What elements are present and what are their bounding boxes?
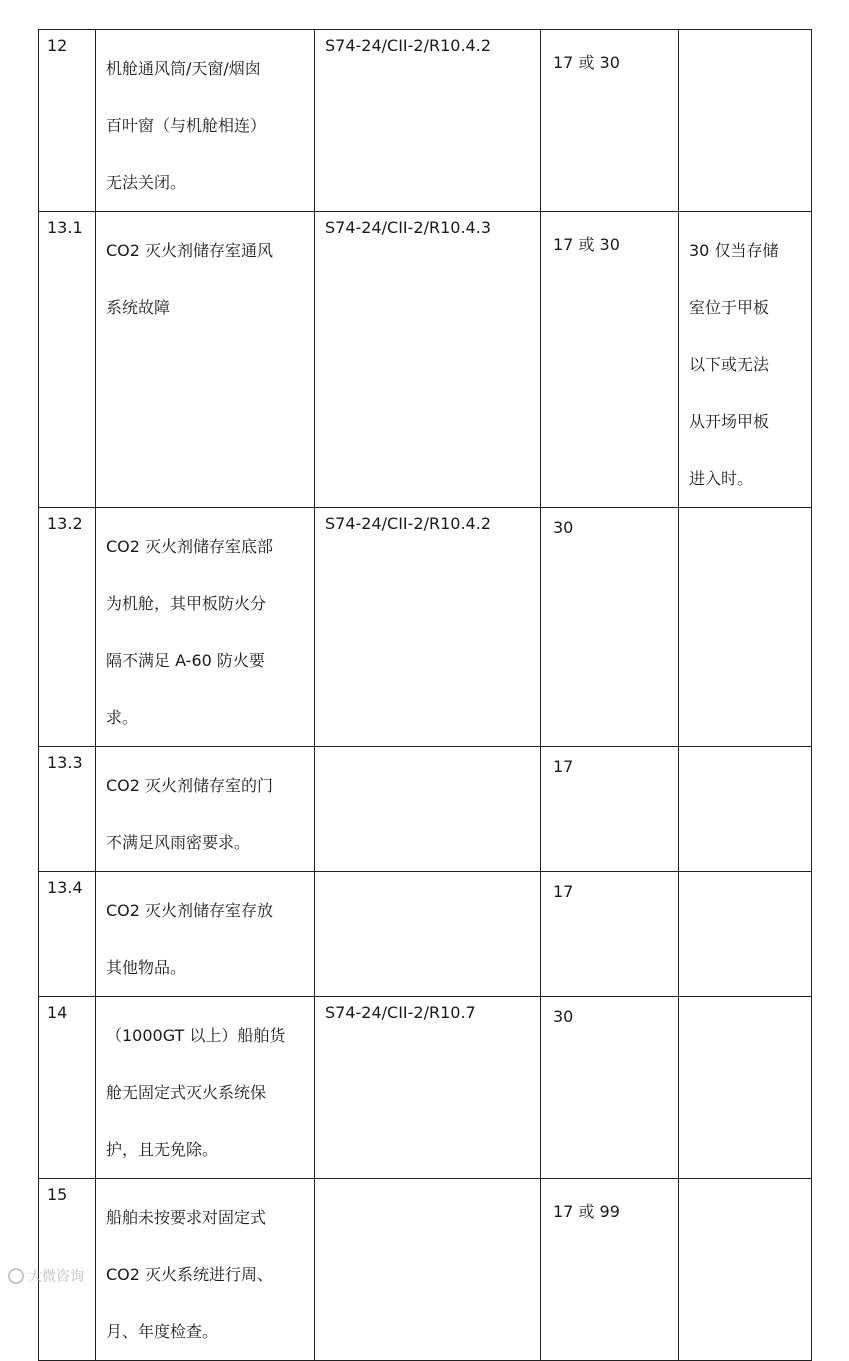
row-note xyxy=(679,1179,812,1361)
watermark-logo-icon xyxy=(8,1268,24,1284)
row-number: 13.2 xyxy=(39,508,96,747)
watermark xyxy=(8,1266,84,1286)
row-note xyxy=(679,30,812,212)
table-row xyxy=(39,30,812,212)
row-code: 17 或 30 xyxy=(541,30,679,212)
row-number: 13.4 xyxy=(39,872,96,997)
row-note: 30 仅当存储 室位于甲板 以下或无法 从开场甲板 进入时。 xyxy=(679,212,812,508)
row-code: 30 xyxy=(541,997,679,1179)
row-reference: S74-24/CII-2/R10.4.2 xyxy=(315,508,541,747)
row-description: 船舶未按要求对固定式 CO2 灭火系统进行周、 月、年度检查。 xyxy=(96,1179,315,1361)
row-number: 15 xyxy=(39,1179,96,1361)
table-row xyxy=(39,212,812,508)
row-reference xyxy=(315,747,541,872)
table-row xyxy=(39,997,812,1179)
inspection-table xyxy=(38,29,812,1361)
table-row xyxy=(39,872,812,997)
row-number: 14 xyxy=(39,997,96,1179)
row-note xyxy=(679,872,812,997)
table-row xyxy=(39,747,812,872)
row-description: （1000GT 以上）船舶货 舱无固定式灭火系统保 护，且无免除。 xyxy=(96,997,315,1179)
row-note xyxy=(679,508,812,747)
row-reference xyxy=(315,872,541,997)
row-code: 17 或 99 xyxy=(541,1179,679,1361)
row-code: 17 xyxy=(541,872,679,997)
row-description: CO2 灭火剂储存室的门 不满足风雨密要求。 xyxy=(96,747,315,872)
table-row xyxy=(39,1179,812,1361)
watermark-text: 大微咨询 xyxy=(28,1269,84,1285)
row-code: 17 或 30 xyxy=(541,212,679,508)
row-note xyxy=(679,997,812,1179)
row-description: CO2 灭火剂储存室通风 系统故障 xyxy=(96,212,315,508)
row-note xyxy=(679,747,812,872)
row-reference: S74-24/CII-2/R10.7 xyxy=(315,997,541,1179)
row-code: 17 xyxy=(541,747,679,872)
row-reference: S74-24/CII-2/R10.4.2 xyxy=(315,30,541,212)
row-description: CO2 灭火剂储存室存放 其他物品。 xyxy=(96,872,315,997)
row-description: 机舱通风筒/天窗/烟囱 百叶窗（与机舱相连） 无法关闭。 xyxy=(96,30,315,212)
row-reference: S74-24/CII-2/R10.4.3 xyxy=(315,212,541,508)
row-description: CO2 灭火剂储存室底部 为机舱，其甲板防火分 隔不满足 A-60 防火要 求。 xyxy=(96,508,315,747)
row-number: 13.3 xyxy=(39,747,96,872)
row-code: 30 xyxy=(541,508,679,747)
row-number: 12 xyxy=(39,30,96,212)
table-row xyxy=(39,508,812,747)
row-number: 13.1 xyxy=(39,212,96,508)
row-reference xyxy=(315,1179,541,1361)
